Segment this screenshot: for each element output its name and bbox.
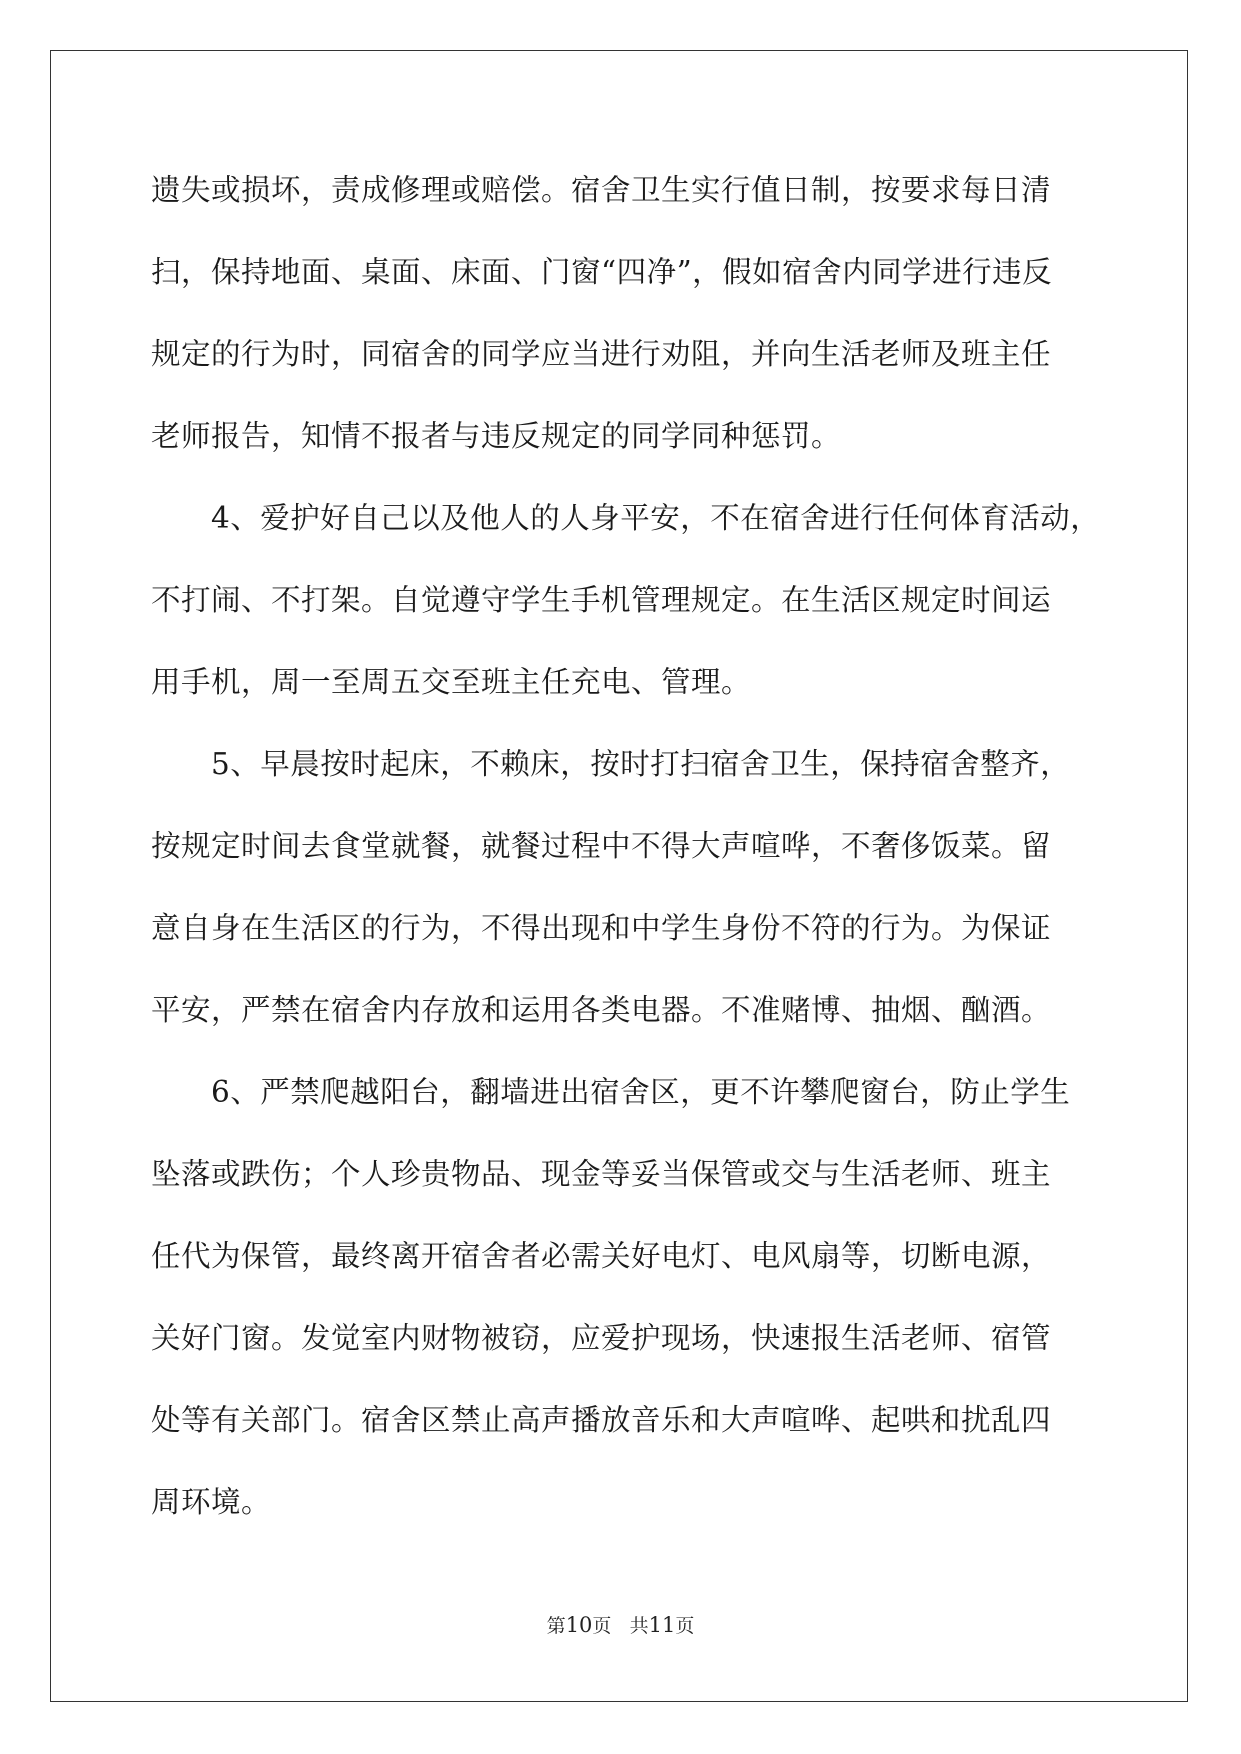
document-body <box>151 162 1101 1556</box>
text-line: 按规定时间去食堂就餐，就餐过程中不得大声喧哗，不奢侈饭菜。留 <box>151 829 1052 863</box>
paragraph-4-start: 4、爱护好自己以及他人的人身平安，不在宿舍进行任何体育活动， <box>151 501 1101 535</box>
total-prefix: 共 <box>629 1615 649 1637</box>
text-line: 关好门窗。发觉室内财物被窃，应爱护现场，快速报生活老师、宿管 <box>151 1321 1052 1355</box>
page-suffix: 页 <box>592 1615 612 1637</box>
paragraph-6-start: 6、严禁爬越阳台，翻墙进出宿舍区，更不许攀爬窗台，防止学生 <box>151 1075 1071 1109</box>
page-footer <box>0 1613 1241 1638</box>
text-line: 处等有关部门。宿舍区禁止高声播放音乐和大声喧哗、起哄和扰乱四 <box>151 1403 1052 1437</box>
text-line: 意自身在生活区的行为，不得出现和中学生身份不符的行为。为保证 <box>151 911 1052 945</box>
text-line: 遗失或损坏，责成修理或赔偿。宿舍卫生实行值日制，按要求每日清 <box>151 173 1052 207</box>
paragraph-5-start: 5、早晨按时起床，不赖床，按时打扫宿舍卫生，保持宿舍整齐， <box>151 747 1071 781</box>
text-line: 任代为保管，最终离开宿舍者必需关好电灯、电风扇等，切断电源， <box>151 1239 1052 1273</box>
text-line: 周环境。 <box>151 1485 272 1519</box>
page-number: 10 <box>565 1613 593 1637</box>
text-line: 老师报告，知情不报者与违反规定的同学同种惩罚。 <box>151 419 842 453</box>
text-line: 不打闹、不打架。自觉遵守学生手机管理规定。在生活区规定时间运 <box>151 583 1052 617</box>
text-line: 规定的行为时，同宿舍的同学应当进行劝阻，并向生活老师及班主任 <box>151 337 1052 371</box>
text-line: 坠落或跌伤；个人珍贵物品、现金等妥当保管或交与生活老师、班主 <box>151 1157 1052 1191</box>
text-line: 扫，保持地面、桌面、床面、门窗“四净”，假如宿舍内同学进行违反 <box>151 255 1053 289</box>
page-prefix: 第 <box>546 1615 566 1637</box>
text-line: 平安，严禁在宿舍内存放和运用各类电器。不准赌博、抽烟、酗酒。 <box>151 993 1052 1027</box>
total-pages: 11 <box>648 1613 676 1637</box>
text-line: 用手机，周一至周五交至班主任充电、管理。 <box>151 665 752 699</box>
total-suffix: 页 <box>675 1615 695 1637</box>
